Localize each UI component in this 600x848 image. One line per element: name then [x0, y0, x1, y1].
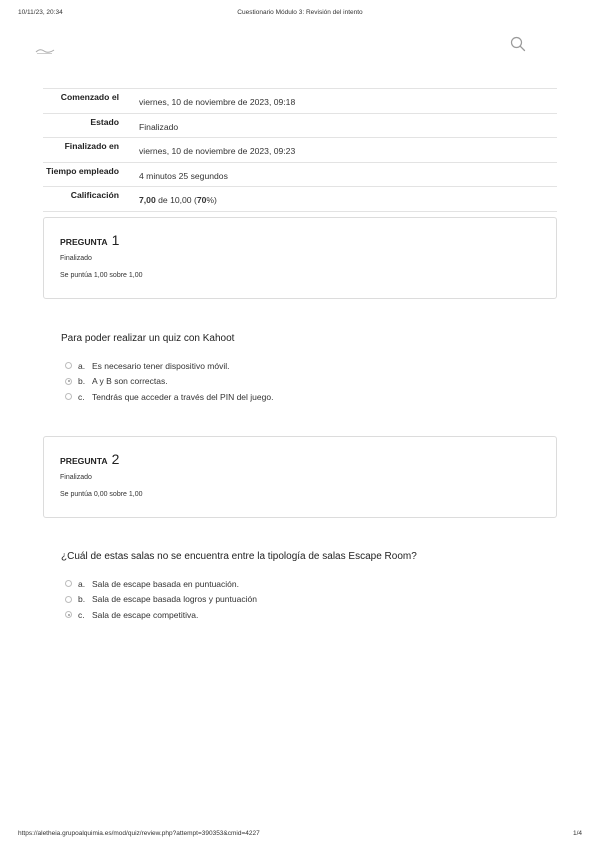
- print-url: https://aletheia.grupoalquimia.es/mod/quiz/review.php?attempt=390353&cmid=4227: [18, 830, 260, 837]
- radio-button[interactable]: [65, 362, 72, 369]
- summary-row-started: [43, 88, 557, 113]
- site-logo-icon[interactable]: [34, 42, 56, 50]
- grade-suffix: %): [206, 195, 217, 205]
- answer-list: [65, 576, 257, 623]
- question-grade: Se puntúa 1,00 sobre 1,00: [60, 272, 143, 279]
- radio-button[interactable]: [65, 596, 72, 603]
- summary-label: Tiempo empleado: [46, 165, 119, 176]
- print-page-title: Cuestionario Módulo 3: Revisión del intento: [237, 9, 363, 16]
- summary-row-time: [43, 162, 557, 187]
- question-info-box: [43, 436, 557, 518]
- question-text: ¿Cuál de estas salas no se encuentra entre la tipología de salas Escape Room?: [61, 551, 417, 562]
- summary-row-state: [43, 113, 557, 138]
- question-number: 2: [111, 451, 120, 467]
- grade-middle: de 10,00 (: [155, 195, 197, 205]
- question-text: Para poder realizar un quiz con Kahoot: [61, 333, 235, 344]
- answer-option[interactable]: [65, 592, 257, 608]
- question-info-box: [43, 217, 557, 299]
- print-header: [18, 9, 582, 19]
- print-datetime: 10/11/23, 20:34: [18, 9, 63, 16]
- summary-label: Estado: [90, 116, 119, 127]
- answer-text: Tendrás que acceder a través del PIN del juego.: [92, 391, 274, 402]
- summary-value: viernes, 10 de noviembre de 2023, 09:18: [139, 97, 296, 107]
- summary-value: 4 minutos 25 segundos: [139, 170, 228, 181]
- grade-value: [119, 187, 217, 211]
- answer-letter: b.: [78, 376, 86, 387]
- answer-option[interactable]: [65, 389, 273, 405]
- radio-button[interactable]: [65, 580, 72, 587]
- grade-score: 7,00: [139, 195, 156, 205]
- print-footer: [18, 830, 582, 840]
- attempt-summary-table: [43, 88, 557, 212]
- summary-label: Calificación: [70, 190, 119, 200]
- answer-text: Sala de escape basada logros y puntuación: [92, 594, 257, 605]
- summary-row-finished: [43, 137, 557, 162]
- answer-option[interactable]: [65, 576, 257, 592]
- radio-button-selected[interactable]: [65, 611, 72, 618]
- question-grade: Se puntúa 0,00 sobre 1,00: [60, 491, 143, 498]
- summary-label: Comenzado el: [60, 92, 119, 102]
- print-page-number: 1/4: [572, 830, 582, 837]
- grade-percent: 70: [196, 195, 207, 205]
- question-heading-label: PREGUNTA: [60, 456, 108, 466]
- question-state: Finalizado: [60, 255, 92, 262]
- answer-text: Sala de escape basada en puntuación.: [92, 578, 239, 589]
- answer-list: [65, 358, 273, 405]
- summary-value: viernes, 10 de noviembre de 2023, 09:23: [139, 146, 296, 156]
- answer-option[interactable]: [65, 358, 273, 374]
- answer-option[interactable]: [65, 374, 273, 390]
- summary-label: Finalizado en: [64, 141, 119, 151]
- question-heading-label: PREGUNTA: [60, 237, 108, 247]
- answer-letter: a.: [78, 578, 86, 589]
- radio-button-selected[interactable]: [65, 378, 72, 385]
- question-heading: [60, 451, 119, 467]
- question-state: Finalizado: [60, 474, 92, 481]
- answer-letter: a.: [78, 360, 86, 371]
- summary-value: Finalizado: [139, 121, 179, 132]
- answer-letter: c.: [78, 391, 85, 402]
- question-heading: [60, 232, 119, 248]
- question-number: 1: [111, 232, 120, 248]
- search-icon[interactable]: [510, 36, 526, 52]
- answer-text: A y B son correctas.: [92, 376, 168, 387]
- summary-row-grade: [43, 186, 557, 212]
- radio-button[interactable]: [65, 393, 72, 400]
- answer-text: Sala de escape competitiva.: [92, 609, 199, 620]
- answer-letter: b.: [78, 594, 86, 605]
- answer-text: Es necesario tener dispositivo móvil.: [92, 360, 230, 371]
- answer-option[interactable]: [65, 607, 257, 623]
- answer-letter: c.: [78, 609, 85, 620]
